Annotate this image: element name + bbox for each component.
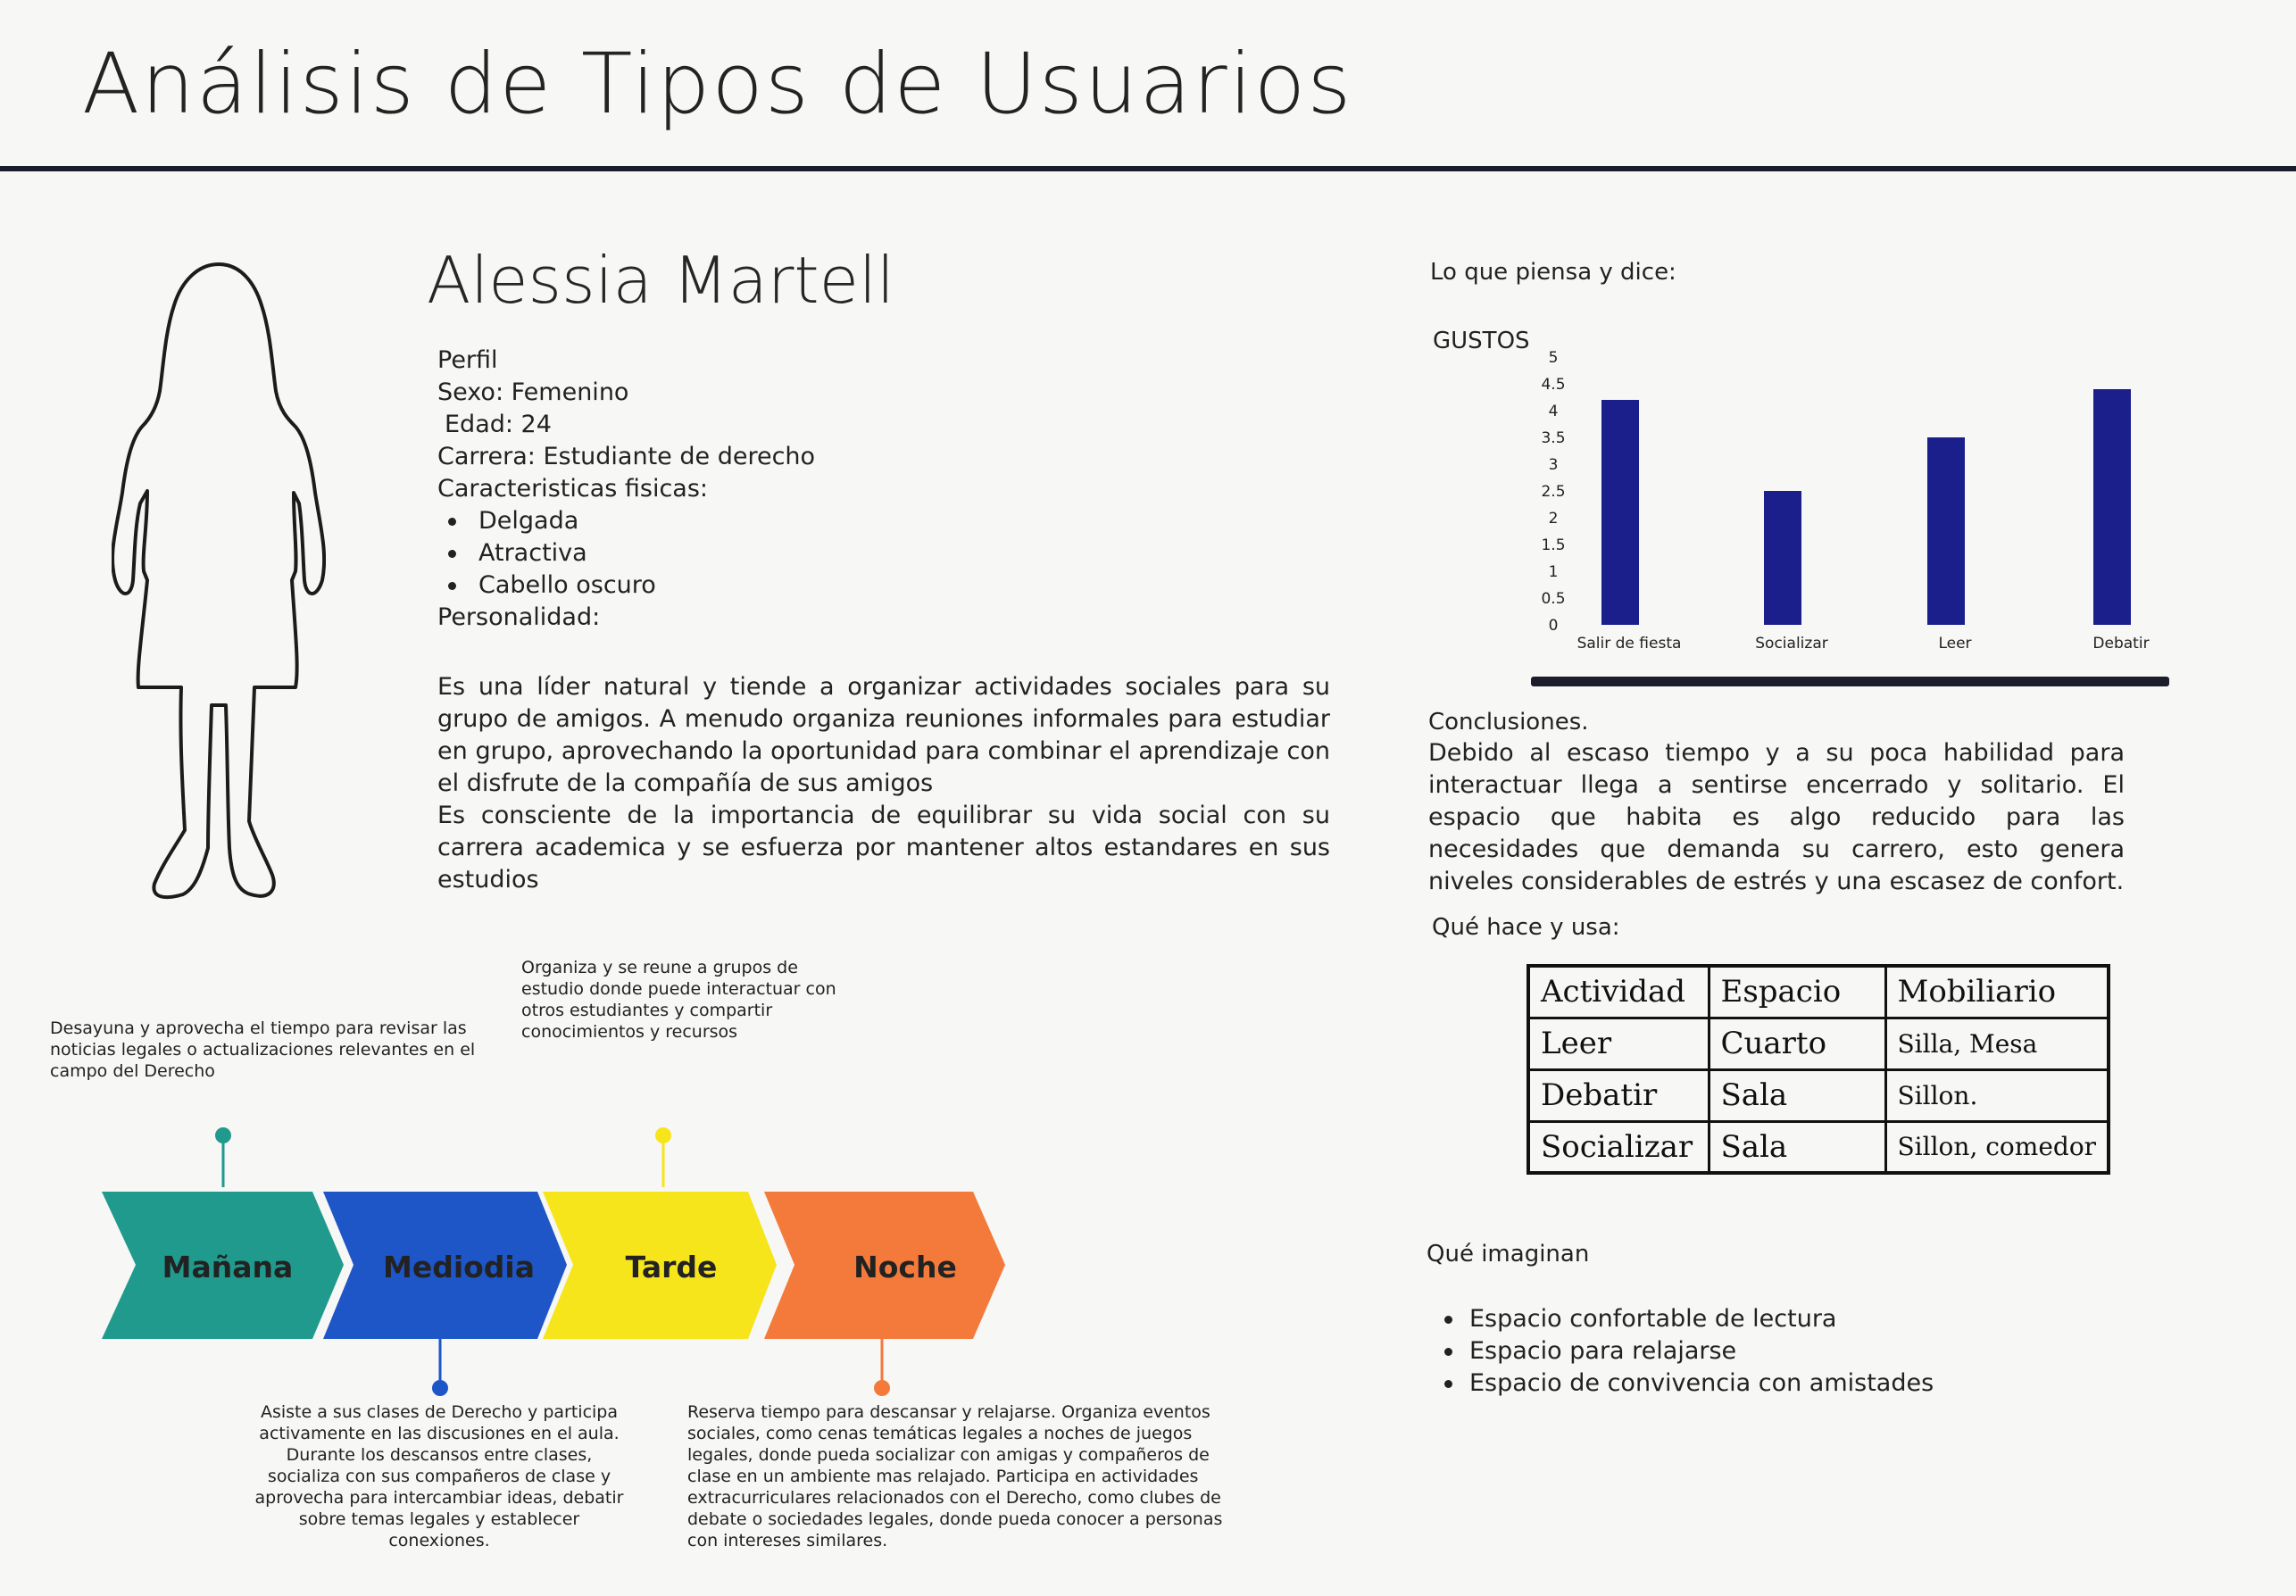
- title-divider: [0, 166, 2296, 171]
- table-header-row: [1528, 966, 2109, 1018]
- profile-heading: Perfil: [437, 346, 498, 374]
- table-row: [1528, 1018, 2109, 1069]
- table-cell: Sillon.: [1885, 1069, 2109, 1121]
- activity-table: [1527, 964, 2110, 1175]
- y-tick-label: 2: [1548, 510, 1559, 528]
- y-tick-label: 1.5: [1541, 536, 1566, 554]
- persona-silhouette-icon: [112, 259, 326, 910]
- chart-bar: [1764, 491, 1801, 625]
- stage-manana-label: Mañana: [162, 1250, 294, 1284]
- y-tick-label: 0: [1548, 617, 1559, 635]
- persona-name: Alessia Martell: [427, 243, 894, 318]
- pin-noche-icon: [874, 1380, 890, 1396]
- list-item: Cabello oscuro: [437, 569, 815, 602]
- note-mediodia: Asiste a sus clases de Derecho y participa activamente en las discusiones en el aula. Durante los descansos entre clases, socializa con sus compañeros de clase y aprovecha para intercambiar ideas, debatir sobre temas legales y establecer conexiones.: [254, 1402, 624, 1550]
- does-uses-heading: Qué hace y usa:: [1432, 914, 1620, 941]
- stage-noche-label: Noche: [853, 1250, 957, 1284]
- conclusions-text: Debido al escaso tiempo y a su poca habilidad para interactuar llega a sentirse encerrado y solitario. El espacio que habita es algo reducido para las necesidades que demanda su carrero, esto genera niveles considerables de estrés y una escasez de confort.: [1428, 739, 2125, 895]
- table-cell: Socializar: [1528, 1121, 1709, 1173]
- note-tarde: Organiza y se reune a grupos de estudio donde puede interactuar con otros estudiantes y compartir conocimientos y recursos: [521, 958, 836, 1042]
- y-tick-label: 2.5: [1541, 483, 1566, 501]
- note-manana: Desayuna y aprovecha el tiempo para revisar las noticias legales o actualizaciones relevantes en el campo del Derecho: [50, 1018, 476, 1081]
- table-row: [1528, 1069, 2109, 1121]
- y-tick-label: 5: [1548, 349, 1559, 367]
- list-item: Atractiva: [437, 537, 815, 569]
- x-category-label: Salir de fiesta: [1576, 635, 1682, 653]
- profile-age: Edad: 24: [445, 411, 552, 438]
- personality-heading: Personalidad:: [437, 603, 601, 631]
- page-title: Análisis de Tipos de Usuarios: [82, 36, 1353, 133]
- x-category-label: Debatir: [2092, 635, 2150, 653]
- x-category-label: Leer: [1938, 635, 1972, 653]
- profile-block: [437, 345, 815, 634]
- list-item: Espacio confortable de lectura: [1444, 1303, 1934, 1335]
- thinks-heading: Lo que piensa y dice:: [1430, 259, 1676, 286]
- chart-baseline: [1531, 677, 2169, 686]
- table-cell: Sillon, comedor: [1885, 1121, 2109, 1173]
- profile-career: Carrera: Estudiante de derecho: [437, 443, 816, 470]
- profile-sex: Sexo: Femenino: [437, 378, 629, 406]
- table-cell: Sala: [1709, 1121, 1885, 1173]
- pin-tarde-icon: [655, 1127, 671, 1143]
- column-header-furniture: Mobiliario: [1885, 966, 2109, 1018]
- y-tick-label: 0.5: [1541, 590, 1566, 608]
- table-cell: Debatir: [1528, 1069, 1709, 1121]
- stage-mediodia-label: Mediodia: [382, 1250, 536, 1284]
- table-cell: Silla, Mesa: [1885, 1018, 2109, 1069]
- conclusions-heading: Conclusiones.: [1428, 709, 1589, 736]
- imagine-heading: Qué imaginan: [1427, 1241, 1590, 1268]
- list-item: Espacio de convivencia con amistades: [1444, 1367, 1934, 1400]
- table-row: [1528, 1121, 2109, 1173]
- pin-mediodia-icon: [432, 1380, 448, 1396]
- y-tick-label: 3: [1548, 456, 1559, 474]
- stage-tarde-label: Tarde: [625, 1250, 718, 1284]
- chart-bar: [1601, 400, 1639, 625]
- table-cell: Sala: [1709, 1069, 1885, 1121]
- chart-bar: [2093, 389, 2131, 625]
- list-item: Delgada: [437, 505, 815, 537]
- note-noche: Reserva tiempo para descansar y relajarse. Organiza eventos sociales, como cenas temáticas legales a noches de juegos legales, donde pueda socializar con amigas y compañeros de clase en un ambiente mas relajado. Participa en actividades extracurriculares relacionados con el Derecho, como clubes de debate o sociedades legales, donde pueda conocer a personas con intereses similares.: [687, 1402, 1223, 1550]
- daily-timeline: [89, 1116, 1036, 1455]
- x-category-label: Socializar: [1755, 635, 1828, 653]
- personality-paragraph-2: Es consciente de la importancia de equilibrar su vida social con su carrera academica y se esfuerza por mantener altos estandares en sus estudios: [437, 802, 1330, 894]
- physical-heading: Caracteristicas fisicas:: [437, 475, 709, 503]
- chart-bar: [1927, 437, 1965, 625]
- personality-text: [437, 671, 1330, 896]
- pin-manana-icon: [215, 1127, 231, 1143]
- y-tick-label: 4: [1548, 403, 1559, 420]
- physical-traits-list: [437, 505, 815, 602]
- y-tick-label: 3.5: [1541, 429, 1566, 447]
- list-item: Espacio para relajarse: [1444, 1335, 1934, 1367]
- column-header-space: Espacio: [1709, 966, 1885, 1018]
- chart-title: GUSTOS: [1433, 328, 1530, 354]
- column-header-activity: Actividad: [1528, 966, 1709, 1018]
- table-cell: Cuarto: [1709, 1018, 1885, 1069]
- table-cell: Leer: [1528, 1018, 1709, 1069]
- y-tick-label: 4.5: [1541, 376, 1566, 394]
- likes-bar-chart: [1428, 321, 2178, 696]
- personality-paragraph-1: Es una líder natural y tiende a organizar actividades sociales para su grupo de amigos. A menudo organiza reuniones informales para estudiar en grupo, aprovechando la oportunidad para combinar el aprendizaje con el disfrute de la compañía de sus amigos: [437, 673, 1330, 797]
- y-tick-label: 1: [1548, 563, 1559, 581]
- imagine-list: [1444, 1303, 1934, 1400]
